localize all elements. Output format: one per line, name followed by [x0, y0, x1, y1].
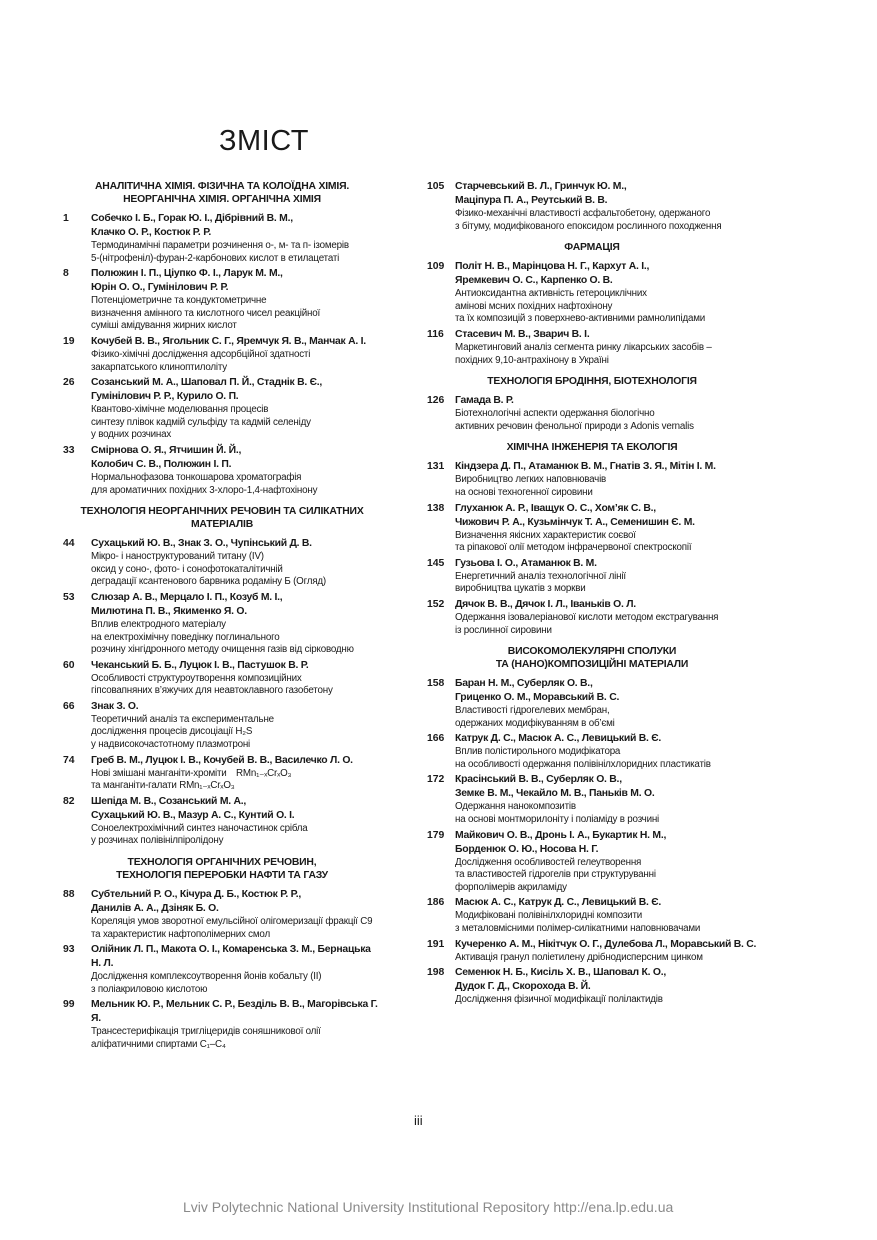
- entry-page-number: 26: [63, 377, 75, 389]
- entry-page-number: 198: [427, 967, 445, 979]
- entry-authors: Шепіда М. В., Созанський М. А., Сухацький Ю. В., Мазур А. С., Кунтий О. І.: [91, 795, 295, 821]
- toc-entry[interactable]: [63, 444, 381, 497]
- entry-authors: Гузьова І. О., Атаманюк В. М.: [455, 557, 597, 569]
- section-heading: ТЕХНОЛОГІЯ ОРГАНІЧНИХ РЕЧОВИН, ТЕХНОЛОГІЯ ПЕРЕРОБКИ НАФТИ ТА ГАЗУ: [116, 857, 328, 882]
- entry-authors: Кіндзера Д. П., Атаманюк В. М., Гнатів З. Я., Мітін І. М.: [455, 461, 716, 473]
- entry-page-number: 158: [427, 678, 445, 690]
- entry-title: Особливості структуроутворення композиційних гіпсовапняних в’яжучих для неавтоклавного газобетону: [91, 672, 333, 697]
- entry-authors: Олійник Л. П., Макота О. І., Комаренська З. М., Бернацька Н. Л.: [91, 944, 371, 970]
- entry-title: Визначення якісних характеристик соєвої та ріпакової олії методом інфрачервоної спектроскопії: [455, 529, 692, 554]
- toc-entry[interactable]: [427, 677, 757, 730]
- entry-title: Нові змішані манганіти-хромітиᅠRMn₁₋ₓCrₓO₃ та манганіти-галати RMn₁₋ₓCrₓO₃: [91, 767, 292, 792]
- entry-page-number: 8: [63, 268, 69, 280]
- entry-title: Енергетичний аналіз технологічної лінії виробництва цукатів з моркви: [455, 570, 626, 595]
- entry-authors: Баран Н. М., Суберляк О. В., Гриценко О. М., Моравський В. С.: [455, 678, 620, 704]
- section-heading: ВИСОКОМОЛЕКУЛЯРНІ СПОЛУКИ ТА (НАНО)КОМПОЗИЦІЙНІ МАТЕРІАЛИ: [495, 646, 689, 671]
- entry-authors: Греб В. М., Луцюк І. В., Кочубей В. В., Василечко Л. О.: [91, 754, 353, 766]
- entry-title: Антиоксидантна активність гетероциклічних амінові мсних похідних нафтохінону та їх композицій з поверхнево-активними рамнолипідами: [455, 288, 706, 325]
- entry-title: Трансестерифікація тригліцеридів соняшникової олії аліфатичними спиртами C₁–C₄: [91, 1026, 321, 1050]
- entry-authors: Стасевич М. В., Зварич В. І.: [455, 328, 590, 340]
- entry-authors: Смірнова О. Я., Ятчишин Й. Й., Колобич С. В., Полюжин І. П.: [91, 444, 242, 470]
- entry-authors: Масюк А. С., Катрук Д. С., Левицький В. Є.: [455, 897, 662, 909]
- entry-page-number: 105: [427, 181, 445, 192]
- entry-page-number: 99: [63, 999, 75, 1011]
- entry-page-number: 152: [427, 598, 445, 610]
- entry-page-number: 126: [427, 395, 445, 407]
- toc-entry[interactable]: [427, 460, 757, 499]
- toc-entry[interactable]: [427, 773, 757, 826]
- entry-title: Одержання ізовалеріанової кислоти методом екстрагування із рослинної сировини: [455, 611, 719, 636]
- toc-entry[interactable]: [427, 598, 757, 637]
- entry-authors: Катрук Д. С., Масюк А. С., Левицький В. Є.: [455, 733, 662, 745]
- entry-page-number: 60: [63, 659, 75, 671]
- entry-authors: Старчевський В. Л., Гринчук Ю. М., Маціпура П. А., Реутський В. В.: [455, 181, 627, 206]
- entry-page-number: 145: [427, 557, 445, 569]
- entry-authors: Красінський В. В., Суберляк О. В., Земке В. М., Чекайло М. В., Паньків М. О.: [455, 774, 655, 800]
- toc-left-column: [63, 180, 381, 1054]
- repository-footer: Lviv Polytechnic National University Institutional Repository http://ena.lp.edu.ua: [183, 1199, 674, 1215]
- entry-title: Властивості гідрогелевих мембран, одержаних модифікуванням в об’ємі: [455, 705, 615, 729]
- entry-authors: Полюжин І. П., Ціупко Ф. І., Ларук М. М., Юрін О. О., Гумінілович Р. Р.: [91, 268, 283, 294]
- toc-entry[interactable]: [63, 376, 381, 442]
- entry-page-number: 66: [63, 700, 75, 712]
- toc-entry[interactable]: [427, 502, 757, 555]
- entry-title: Дослідження фізичної модифікації полілактидів: [455, 994, 663, 1006]
- entry-authors: Гамада В. Р.: [455, 395, 514, 407]
- page-number: iii: [414, 1113, 423, 1128]
- toc-entry[interactable]: [427, 260, 757, 326]
- entry-title: Квантово-хімічне моделювання процесів синтезу плівок кадмій сульфіду та кадмій селеніду у водних розчинах: [91, 404, 311, 441]
- entry-title: Теоретичний аналіз та експериментальне дослідження процесів дисоціації H₂S у надвисокочастотному плазмотроні: [91, 713, 274, 751]
- section-heading: ФАРМАЦІЯ: [564, 242, 620, 254]
- entry-page-number: 138: [427, 502, 445, 514]
- entry-title: Фізико-механічні властивості асфальтобетону, одержаного з бітуму, модифікованого епоксидом рослинного походження: [455, 208, 722, 232]
- entry-authors: Політ Н. В., Марінцова Н. Г., Кархут А. І., Яремкевич О. С., Карпенко О. В.: [455, 261, 650, 287]
- entry-page-number: 19: [63, 335, 75, 347]
- entry-title: Маркетинговий аналіз сегмента ринку лікарських засобів – похідних 9,10-антрахінону в Україні: [455, 341, 712, 366]
- toc-entry[interactable]: [63, 795, 381, 848]
- entry-title: Виробництво легких наповнювачів на основі техногенної сировини: [455, 474, 607, 498]
- entry-title: Фізико-хімічні дослідження адсорбційної здатності закарпатського клиноптилоліту: [91, 348, 311, 373]
- entry-title: Кореляція умов зворотної емульсійної олігомеризації фракції С9 та характеристик нафтополімерних смол: [91, 916, 373, 940]
- entry-authors: Сухацький Ю. В., Знак З. О., Чупінський Д. В.: [91, 538, 312, 550]
- entry-title: Дослідження комплексоутворення йонів кобальту (II) з поліакриловою кислотою: [91, 971, 322, 995]
- section-heading: ТЕХНОЛОГІЯ БРОДІННЯ, БІОТЕХНОЛОГІЯ: [487, 376, 697, 388]
- entry-authors: Чеканський Б. Б., Луцюк І. В., Пастушок В. Р.: [91, 659, 309, 671]
- toc-entry[interactable]: [63, 335, 381, 374]
- entry-title: Одержання нанокомпозитів на основі монтморилоніту і поліаміду в розчині: [455, 801, 660, 826]
- entry-title: Вплив електродного матеріалу на електрохімічну поведінку поглинального розчину хінгідронного методу очищення газів від сірководню: [91, 618, 354, 656]
- entry-title: Потенціометричне та кондуктометричне визначення амінного та кислотного чисел реакційної суміші амідування жирних кислот: [91, 295, 321, 332]
- section-heading: ХІМІЧНА ІНЖЕНЕРІЯ ТА ЕКОЛОГІЯ: [506, 442, 678, 454]
- entry-title: Біотехнологічні аспекти одержання біологічно активних речовин фенольної природи з Adonis vernalis: [455, 408, 694, 432]
- entry-page-number: 93: [63, 944, 75, 956]
- entry-title: Мікро- і наноструктурований титану (IV) оксид у соно-, фото- і сонофотокаталітичній деградації ксантенового барвника родаміну Б (Огляд): [91, 551, 326, 588]
- toc-entry[interactable]: [63, 267, 381, 333]
- entry-authors: Знак З. О.: [91, 700, 139, 712]
- entry-authors: Субтельний Р. О., Кічура Д. Б., Костюк Р. Р., Данилів А. А., Дзіняк Б. О.: [91, 889, 302, 915]
- entry-title: Соноелектрохімічний синтез наночастинок срібла у розчинах полівінілпіролідону: [91, 822, 308, 847]
- entry-title: Активація гранул поліетилену дрібнодисперсним цинком: [455, 951, 703, 963]
- section-heading: ТЕХНОЛОГІЯ НЕОРГАНІЧНИХ РЕЧОВИН ТА СИЛІКАТНИХ МАТЕРІАЛІВ: [80, 506, 364, 531]
- entry-title: Вплив полістирольного модифікатора на особливості одержання полівінілхлоридних пластикатів: [455, 746, 711, 770]
- entry-page-number: 74: [63, 754, 75, 766]
- toc-entry[interactable]: [427, 328, 757, 367]
- entry-page-number: 166: [427, 733, 445, 745]
- toc-entry[interactable]: [63, 888, 381, 941]
- entry-authors: Слюзар А. В., Мерцало І. П., Козуб М. І., Милютина П. В., Якименко Я. О.: [91, 591, 283, 617]
- toc-entry[interactable]: [63, 659, 381, 698]
- toc-entry[interactable]: [63, 591, 381, 657]
- entry-authors: Кочубей В. В., Ягольник С. Г., Яремчук Я. В., Манчак А. І.: [91, 335, 366, 347]
- entry-page-number: 191: [427, 938, 445, 950]
- entry-authors: Созанський М. А., Шаповал П. Й., Стаднік В. Є., Гумінілович Р. Р., Курило О. П.: [91, 377, 323, 403]
- entry-page-number: 172: [427, 774, 445, 786]
- entry-authors: Глуханюк А. Р., Іващук О. С., Хом’як С. В., Чижович Р. А., Кузьмінчук Т. А., Семенишин Є. М.: [455, 502, 695, 528]
- entry-page-number: 33: [63, 444, 75, 456]
- entry-title: Термодинамічні параметри розчинення о-, м- та п- ізомерів 5-(нітрофеніл)-фуран-2-карбонових кислот в етилацетаті: [91, 240, 349, 264]
- entry-page-number: 116: [427, 328, 444, 340]
- entry-page-number: 109: [427, 261, 445, 273]
- entry-title: Модифіковані полівінілхлоридні композити з металовмісними полімер-силікатними наповнювачами: [455, 910, 701, 935]
- entry-page-number: 82: [63, 795, 75, 807]
- entry-page-number: 186: [427, 897, 445, 909]
- toc-entry[interactable]: [63, 700, 381, 752]
- toc-entry[interactable]: [427, 394, 757, 433]
- entry-page-number: 44: [63, 538, 75, 550]
- toc-right-column: [427, 180, 757, 1009]
- toc-entry[interactable]: [63, 754, 381, 793]
- page-title: ЗМІСТ: [219, 125, 309, 157]
- toc-entry[interactable]: [427, 966, 757, 1007]
- toc-entry[interactable]: [63, 537, 381, 589]
- entry-authors: Майкович О. В., Дронь І. А., Букартик Н. М., Борденюк О. Ю., Носова Н. Г.: [455, 829, 667, 855]
- entry-page-number: 179: [427, 829, 445, 841]
- toc-entry[interactable]: [63, 212, 381, 265]
- toc-entry[interactable]: [427, 938, 757, 965]
- toc-entry[interactable]: [63, 943, 381, 996]
- toc-entry[interactable]: [427, 829, 757, 895]
- section-heading: АНАЛІТИЧНА ХІМІЯ. ФІЗИЧНА ТА КОЛОЇДНА ХІМІЯ. НЕОРГАНІЧНА ХІМІЯ. ОРГАНІЧНА ХІМІЯ: [94, 181, 350, 205]
- entry-title: Дослідження особливостей гелеутворення та властивостей гідрогелів при структуруванні форполімерів акриламіду: [455, 856, 656, 893]
- entry-page-number: 53: [63, 591, 75, 603]
- toc-entry[interactable]: [63, 998, 381, 1051]
- entry-authors: Семенюк Н. Б., Кисіль Х. В., Шаповал К. О., Дудок Г. Д., Скорохода В. Й.: [455, 967, 666, 993]
- entry-authors: Кучеренко А. М., Нікітчук О. Г., Дулебова Л., Моравський В. С.: [455, 938, 757, 950]
- toc-entry[interactable]: [427, 732, 757, 771]
- entry-authors: Собечко І. Б., Горак Ю. І., Дібрівний В. М., Клачко О. Р., Костюк Р. Р.: [91, 213, 293, 238]
- entry-authors: Дячок В. В., Дячок І. Л., Іваньків О. Л.: [455, 598, 636, 610]
- toc-entry[interactable]: [427, 896, 757, 935]
- toc-entry[interactable]: [427, 180, 757, 233]
- entry-authors: Мельник Ю. Р., Мельник С. Р., Безділь В. В., Магорівська Г. Я.: [91, 999, 378, 1025]
- entry-page-number: 88: [63, 889, 75, 901]
- toc-entry[interactable]: [427, 557, 757, 596]
- entry-title: Нормальнофазова тонкошарова хроматографія для ароматичних похідних 3-хлоро-1,4-нафтохінону: [91, 471, 318, 496]
- entry-page-number: 1: [63, 213, 69, 224]
- entry-page-number: 131: [427, 461, 445, 473]
